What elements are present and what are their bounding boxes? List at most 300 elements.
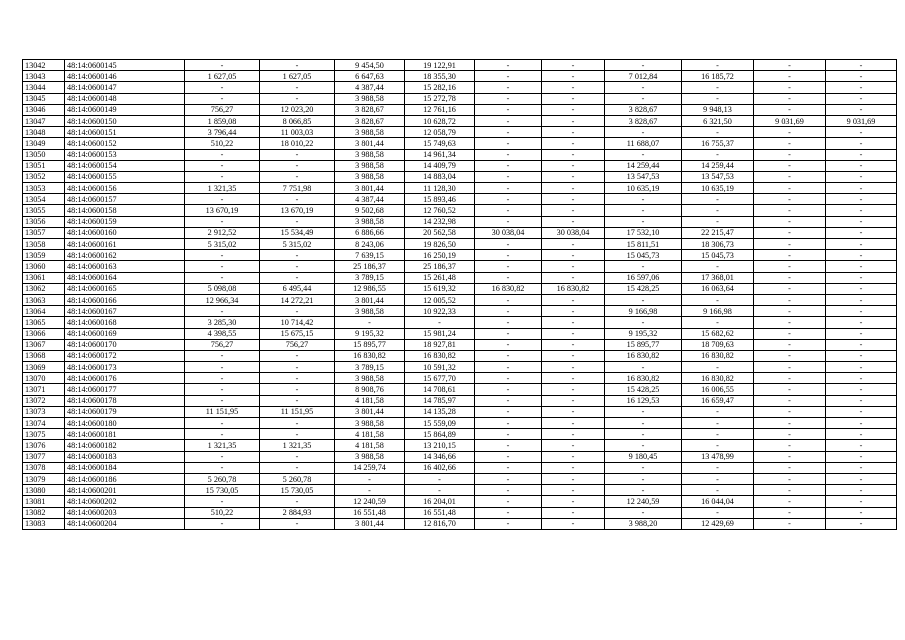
value-col-12-cell: - [826,272,897,283]
value-col-6-cell: 12 816,70 [405,518,475,529]
value-col-4-cell: - [260,261,335,272]
value-col-8-cell: - [542,138,605,149]
value-col-3-cell: 1 627,05 [185,71,260,82]
value-col-12-cell: - [826,82,897,93]
value-col-6-cell: 12 058,79 [405,127,475,138]
value-col-5-cell: 3 988,58 [335,149,405,160]
value-col-5-cell: 3 988,58 [335,127,405,138]
value-col-10-cell: - [682,216,754,227]
value-col-6-cell: 18 355,30 [405,71,475,82]
value-col-10-cell: 13 478,99 [682,451,754,462]
value-col-12-cell: - [826,451,897,462]
value-col-7-cell: - [475,171,542,182]
value-col-7-cell: - [475,250,542,261]
value-col-7-cell: - [475,362,542,373]
value-col-7-cell: - [475,473,542,484]
table-row [23,115,897,126]
value-col-5-cell: 7 639,15 [335,250,405,261]
value-col-3-cell: - [185,418,260,429]
value-col-3-cell: - [185,496,260,507]
value-col-12-cell: - [826,384,897,395]
cadastral-number-cell: 48:14:0600158 [65,205,185,216]
value-col-5-cell: 4 181,58 [335,429,405,440]
value-col-12-cell: - [826,250,897,261]
value-col-5-cell: 9 195,32 [335,328,405,339]
value-col-4-cell: - [260,60,335,71]
cadastral-number-cell: 48:14:0600164 [65,272,185,283]
value-col-7-cell: - [475,60,542,71]
value-col-6-cell: 14 346,66 [405,451,475,462]
cadastral-number-cell: 48:14:0600169 [65,328,185,339]
value-col-12-cell: - [826,261,897,272]
value-col-11-cell: - [754,294,826,305]
value-col-10-cell: - [682,149,754,160]
cadastral-number-cell: 48:14:0600170 [65,339,185,350]
value-col-8-cell: - [542,127,605,138]
value-col-12-cell: - [826,71,897,82]
value-col-12-cell: - [826,339,897,350]
value-col-12-cell: - [826,473,897,484]
cadastral-number-cell: 48:14:0600149 [65,104,185,115]
value-col-10-cell: - [682,317,754,328]
value-col-6-cell: 14 883,04 [405,171,475,182]
value-col-3-cell: - [185,272,260,283]
value-col-5-cell: 4 181,58 [335,440,405,451]
value-col-4-cell: - [260,171,335,182]
value-col-5-cell: 3 988,58 [335,160,405,171]
value-col-9-cell: 16 597,06 [605,272,682,283]
cadastral-number-cell: 48:14:0600202 [65,496,185,507]
value-col-5-cell: 6 647,63 [335,71,405,82]
value-col-11-cell: - [754,250,826,261]
value-col-11-cell: - [754,239,826,250]
table-row [23,294,897,305]
cadastral-number-cell: 48:14:0600168 [65,317,185,328]
value-col-10-cell: 9 948,13 [682,104,754,115]
value-col-4-cell: - [260,429,335,440]
value-col-8-cell: - [542,183,605,194]
cadastral-number-cell: 48:14:0600173 [65,362,185,373]
value-col-4-cell: - [260,451,335,462]
value-col-7-cell: 30 038,04 [475,227,542,238]
value-col-9-cell: 7 012,84 [605,71,682,82]
cadastral-number-cell: 48:14:0600165 [65,283,185,294]
value-col-12-cell: - [826,149,897,160]
value-col-9-cell: 11 688,07 [605,138,682,149]
value-col-8-cell: - [542,429,605,440]
value-col-11-cell: - [754,272,826,283]
value-col-3-cell: 4 398,55 [185,328,260,339]
value-col-6-cell: - [405,317,475,328]
value-col-10-cell: 6 321,50 [682,115,754,126]
value-col-3-cell: - [185,60,260,71]
value-col-8-cell: - [542,272,605,283]
value-col-8-cell: - [542,104,605,115]
value-col-3-cell: - [185,149,260,160]
value-col-3-cell: - [185,451,260,462]
cadastral-number-cell: 48:14:0600201 [65,485,185,496]
value-col-8-cell: - [542,339,605,350]
value-col-8-cell: - [542,350,605,361]
cadastral-number-cell: 48:14:0600152 [65,138,185,149]
value-col-8-cell: - [542,205,605,216]
value-col-8-cell: - [542,440,605,451]
value-col-4-cell: 8 066,85 [260,115,335,126]
value-col-9-cell: 15 428,25 [605,384,682,395]
value-col-8-cell: - [542,451,605,462]
value-col-5-cell: 15 895,77 [335,339,405,350]
value-col-7-cell: - [475,149,542,160]
value-col-3-cell: 12 966,34 [185,294,260,305]
value-col-9-cell: - [605,462,682,473]
value-col-9-cell: 16 830,82 [605,373,682,384]
value-col-8-cell: - [542,216,605,227]
row-number-cell: 13064 [23,306,65,317]
value-col-6-cell: 18 927,81 [405,339,475,350]
value-col-11-cell: - [754,362,826,373]
value-col-6-cell: 15 272,78 [405,93,475,104]
value-col-11-cell: - [754,160,826,171]
value-col-9-cell: 3 828,67 [605,115,682,126]
table-row [23,429,897,440]
value-col-10-cell: 16 830,82 [682,350,754,361]
value-col-4-cell: - [260,395,335,406]
value-col-12-cell: - [826,93,897,104]
cadastral-number-cell: 48:14:0600163 [65,261,185,272]
value-col-10-cell: - [682,362,754,373]
cadastral-number-cell: 48:14:0600153 [65,149,185,160]
value-col-7-cell: - [475,462,542,473]
value-col-9-cell: 15 428,25 [605,283,682,294]
cadastral-number-cell: 48:14:0600156 [65,183,185,194]
value-col-9-cell: 14 259,44 [605,160,682,171]
value-col-8-cell: - [542,294,605,305]
row-number-cell: 13047 [23,115,65,126]
table-row [23,138,897,149]
value-col-4-cell: - [260,350,335,361]
value-col-8-cell: - [542,306,605,317]
value-col-8-cell: - [542,115,605,126]
value-col-6-cell: 13 210,15 [405,440,475,451]
value-col-4-cell: 10 714,42 [260,317,335,328]
value-col-12-cell: - [826,294,897,305]
cadastral-number-cell: 48:14:0600159 [65,216,185,227]
table-row [23,473,897,484]
value-col-3-cell: - [185,171,260,182]
cadastral-number-cell: 48:14:0600155 [65,171,185,182]
value-col-11-cell: - [754,216,826,227]
value-col-7-cell: - [475,507,542,518]
row-number-cell: 13048 [23,127,65,138]
table-row [23,93,897,104]
row-number-cell: 13050 [23,149,65,160]
value-col-7-cell: - [475,104,542,115]
value-col-8-cell: - [542,60,605,71]
value-col-10-cell: 10 635,19 [682,183,754,194]
value-col-12-cell: - [826,440,897,451]
value-col-9-cell: - [605,205,682,216]
table-row [23,261,897,272]
value-col-12-cell: - [826,406,897,417]
value-col-5-cell: 4 181,58 [335,395,405,406]
value-col-5-cell: 3 801,44 [335,294,405,305]
value-col-4-cell: 2 884,93 [260,507,335,518]
value-col-9-cell: 3 828,67 [605,104,682,115]
value-col-11-cell: - [754,127,826,138]
value-col-8-cell: - [542,395,605,406]
value-col-7-cell: - [475,485,542,496]
table-body [23,60,897,530]
value-col-10-cell: 12 429,69 [682,518,754,529]
value-col-8-cell: - [542,485,605,496]
value-col-9-cell: - [605,317,682,328]
value-col-10-cell: 16 063,64 [682,283,754,294]
value-col-10-cell: - [682,507,754,518]
cadastral-value-table [22,59,897,530]
value-col-9-cell: 13 547,53 [605,171,682,182]
value-col-4-cell: - [260,272,335,283]
row-number-cell: 13054 [23,194,65,205]
cadastral-number-cell: 48:14:0600176 [65,373,185,384]
value-col-12-cell: - [826,485,897,496]
value-col-7-cell: - [475,93,542,104]
value-col-6-cell: 16 551,48 [405,507,475,518]
value-col-5-cell: 8 243,06 [335,239,405,250]
value-col-9-cell: - [605,82,682,93]
value-col-6-cell: 10 922,33 [405,306,475,317]
value-col-8-cell: - [542,384,605,395]
value-col-8-cell: - [542,507,605,518]
row-number-cell: 13060 [23,261,65,272]
value-col-6-cell: 15 749,63 [405,138,475,149]
row-number-cell: 13067 [23,339,65,350]
value-col-11-cell: - [754,317,826,328]
value-col-10-cell: - [682,294,754,305]
row-number-cell: 13071 [23,384,65,395]
value-col-11-cell: - [754,485,826,496]
table-row [23,171,897,182]
value-col-7-cell: - [475,261,542,272]
row-number-cell: 13046 [23,104,65,115]
value-col-12-cell: - [826,395,897,406]
table-row [23,272,897,283]
value-col-11-cell: - [754,283,826,294]
value-col-12-cell: - [826,496,897,507]
value-col-6-cell: 14 785,97 [405,395,475,406]
value-col-10-cell: - [682,440,754,451]
value-col-4-cell: 13 670,19 [260,205,335,216]
row-number-cell: 13083 [23,518,65,529]
value-col-9-cell: - [605,149,682,160]
value-col-8-cell: - [542,406,605,417]
value-col-10-cell: 16 044,04 [682,496,754,507]
row-number-cell: 13055 [23,205,65,216]
value-col-8-cell: - [542,239,605,250]
value-col-3-cell: - [185,362,260,373]
row-number-cell: 13070 [23,373,65,384]
value-col-6-cell: - [405,485,475,496]
value-col-5-cell: 3 988,58 [335,171,405,182]
value-col-5-cell: 3 988,58 [335,373,405,384]
value-col-8-cell: - [542,418,605,429]
value-col-9-cell: - [605,507,682,518]
value-col-4-cell: 6 495,44 [260,283,335,294]
value-col-11-cell: - [754,350,826,361]
value-col-12-cell: - [826,429,897,440]
value-col-4-cell: - [260,82,335,93]
value-col-10-cell: 13 547,53 [682,171,754,182]
value-col-4-cell: - [260,384,335,395]
value-col-7-cell: - [475,239,542,250]
value-col-10-cell: - [682,429,754,440]
row-number-cell: 13043 [23,71,65,82]
value-col-6-cell: 16 402,66 [405,462,475,473]
value-col-6-cell: 15 981,24 [405,328,475,339]
value-col-5-cell: 4 387,44 [335,82,405,93]
row-number-cell: 13080 [23,485,65,496]
value-col-11-cell: - [754,138,826,149]
table-row [23,205,897,216]
value-col-6-cell: 14 961,34 [405,149,475,160]
value-col-9-cell: - [605,406,682,417]
table-row [23,350,897,361]
row-number-cell: 13059 [23,250,65,261]
value-col-4-cell: - [260,306,335,317]
table-row [23,451,897,462]
value-col-4-cell: - [260,462,335,473]
value-col-8-cell: - [542,328,605,339]
value-col-4-cell: 7 751,98 [260,183,335,194]
value-col-12-cell: - [826,183,897,194]
table-row [23,160,897,171]
value-col-10-cell: 18 709,63 [682,339,754,350]
value-col-6-cell: - [405,473,475,484]
value-col-9-cell: - [605,294,682,305]
value-col-12-cell: - [826,194,897,205]
value-col-11-cell: - [754,149,826,160]
value-col-11-cell: - [754,496,826,507]
cadastral-number-cell: 48:14:0600151 [65,127,185,138]
value-col-5-cell: - [335,473,405,484]
value-col-9-cell: 16 129,53 [605,395,682,406]
value-col-10-cell: 14 259,44 [682,160,754,171]
cadastral-number-cell: 48:14:0600160 [65,227,185,238]
value-col-3-cell: - [185,350,260,361]
value-col-7-cell: - [475,194,542,205]
value-col-9-cell: - [605,194,682,205]
value-col-10-cell: - [682,261,754,272]
table-row [23,216,897,227]
value-col-7-cell: - [475,71,542,82]
row-number-cell: 13079 [23,473,65,484]
value-col-11-cell: - [754,205,826,216]
value-col-12-cell: - [826,104,897,115]
cadastral-number-cell: 48:14:0600148 [65,93,185,104]
value-col-11-cell: - [754,406,826,417]
value-col-10-cell: 15 045,73 [682,250,754,261]
table-row [23,440,897,451]
table-row [23,306,897,317]
value-col-3-cell: - [185,518,260,529]
value-col-7-cell: - [475,350,542,361]
row-number-cell: 13078 [23,462,65,473]
value-col-6-cell: 20 562,58 [405,227,475,238]
row-number-cell: 13057 [23,227,65,238]
value-col-3-cell: 3 796,44 [185,127,260,138]
value-col-12-cell: - [826,418,897,429]
value-col-3-cell: 11 151,95 [185,406,260,417]
cadastral-number-cell: 48:14:0600179 [65,406,185,417]
table-row [23,339,897,350]
value-col-6-cell: 16 250,19 [405,250,475,261]
value-col-4-cell: - [260,160,335,171]
value-col-11-cell: - [754,451,826,462]
value-col-12-cell: - [826,518,897,529]
value-col-8-cell: - [542,93,605,104]
value-col-7-cell: - [475,440,542,451]
value-col-10-cell: - [682,473,754,484]
value-col-7-cell: - [475,339,542,350]
value-col-9-cell: 9 180,45 [605,451,682,462]
value-col-9-cell: - [605,429,682,440]
value-col-7-cell: - [475,82,542,93]
value-col-5-cell: 16 830,82 [335,350,405,361]
value-col-9-cell: 16 830,82 [605,350,682,361]
row-number-cell: 13063 [23,294,65,305]
value-col-9-cell: - [605,362,682,373]
cadastral-number-cell: 48:14:0600180 [65,418,185,429]
value-col-12-cell: - [826,216,897,227]
row-number-cell: 13051 [23,160,65,171]
row-number-cell: 13081 [23,496,65,507]
cadastral-number-cell: 48:14:0600145 [65,60,185,71]
row-number-cell: 13044 [23,82,65,93]
value-col-10-cell: - [682,406,754,417]
value-col-7-cell: - [475,160,542,171]
value-col-11-cell: - [754,93,826,104]
table-row [23,227,897,238]
value-col-5-cell: 12 986,55 [335,283,405,294]
value-col-3-cell: - [185,429,260,440]
value-col-8-cell: - [542,518,605,529]
value-col-12-cell: - [826,171,897,182]
table-row [23,328,897,339]
value-col-8-cell: - [542,250,605,261]
value-col-7-cell: - [475,406,542,417]
value-col-4-cell: - [260,93,335,104]
value-col-11-cell: - [754,507,826,518]
row-number-cell: 13053 [23,183,65,194]
value-col-4-cell: 756,27 [260,339,335,350]
value-col-3-cell: 1 321,35 [185,183,260,194]
value-col-7-cell: - [475,496,542,507]
value-col-11-cell: - [754,183,826,194]
value-col-9-cell: - [605,261,682,272]
value-col-3-cell: - [185,306,260,317]
value-col-5-cell: 6 886,66 [335,227,405,238]
value-col-7-cell: - [475,328,542,339]
table-row [23,104,897,115]
value-col-5-cell: 3 801,44 [335,183,405,194]
row-number-cell: 13072 [23,395,65,406]
value-col-9-cell: - [605,473,682,484]
cadastral-number-cell: 48:14:0600146 [65,71,185,82]
value-col-11-cell: - [754,82,826,93]
value-col-6-cell: 14 135,28 [405,406,475,417]
value-col-3-cell: 756,27 [185,104,260,115]
value-col-4-cell: 11 151,95 [260,406,335,417]
table-row [23,149,897,160]
